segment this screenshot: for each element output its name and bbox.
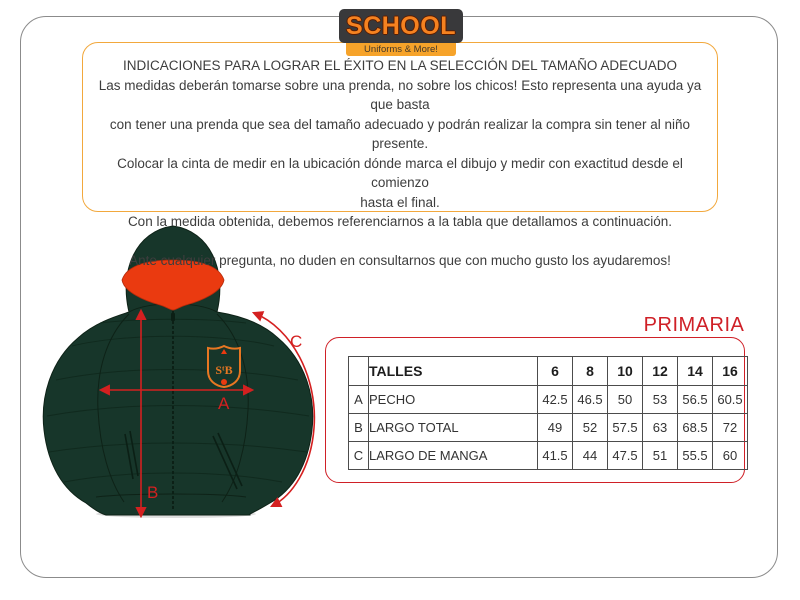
size-col-header: 6 (538, 357, 573, 386)
row-label: LARGO DE MANGA (369, 442, 538, 470)
cell-value: 68.5 (678, 414, 713, 442)
cell-value: 49 (538, 414, 573, 442)
instructions-line: Ante cualquier pregunta, no duden en consultarnos que con mucho gusto los ayudaremos! (129, 253, 671, 268)
cell-value: 50 (608, 386, 643, 414)
instructions-box (82, 42, 718, 268)
table-row-largo-total (349, 414, 748, 442)
cell-value: 41.5 (538, 442, 573, 470)
cell-value: 52 (573, 414, 608, 442)
crest-text: SᵗB (215, 363, 233, 377)
instructions-line: Con la medida obtenida, debemos referenciarnos a la tabla que detallamos a continuación. (127, 214, 673, 229)
measure-c-label: C (290, 332, 303, 351)
measure-b-label: B (147, 483, 159, 502)
instructions-line: con tener una prenda que sea del tamaño adecuado y podrán realizar la compra sin tener al niño presente. (109, 116, 691, 151)
cell-value: 72 (713, 414, 748, 442)
crest-badge (208, 346, 240, 387)
size-table-header-row (349, 357, 748, 386)
cell-value: 51 (643, 442, 678, 470)
size-col-header: 10 (608, 357, 643, 386)
instructions-line: hasta el final. (360, 194, 440, 210)
talles-header: TALLES (369, 357, 538, 386)
size-table (348, 356, 748, 470)
row-letter: A (349, 386, 369, 414)
cell-value: 53 (643, 386, 678, 414)
cell-value: 56.5 (678, 386, 713, 414)
instructions-line: Las medidas deberán tomarse sobre una prenda, no sobre los chicos! Esto representa una ayuda ya que basta (98, 77, 702, 112)
row-label: PECHO (369, 386, 538, 414)
row-label: LARGO TOTAL (369, 414, 538, 442)
size-col-header: 16 (713, 357, 748, 386)
row-letter: B (349, 414, 369, 442)
size-col-header: 12 (643, 357, 678, 386)
cell-value: 44 (573, 442, 608, 470)
crest-dot (221, 379, 227, 385)
zipper-pull (171, 313, 175, 321)
cell-value: 55.5 (678, 442, 713, 470)
table-row-pecho (349, 386, 748, 414)
measure-a-label: A (218, 394, 230, 413)
cell-value: 42.5 (538, 386, 573, 414)
school-logo-tagline: Uniforms & More! (346, 43, 456, 56)
cell-value: 60.5 (713, 386, 748, 414)
table-row-largo-de-manga (349, 442, 748, 470)
instructions-title: INDICACIONES PARA LOGRAR EL ÉXITO EN LA SELECCIÓN DEL TAMAÑO ADECUADO (123, 58, 677, 73)
row-letter: C (349, 442, 369, 470)
school-logo-wordmark: SCHOOL (339, 9, 463, 43)
size-col-header: 8 (573, 357, 608, 386)
cell-value: 46.5 (573, 386, 608, 414)
instructions-line-blank (83, 232, 717, 252)
cell-value: 63 (643, 414, 678, 442)
section-title: PRIMARIA (643, 314, 745, 336)
cell-value: 57.5 (608, 414, 643, 442)
corner-cell (349, 357, 369, 386)
size-col-header: 14 (678, 357, 713, 386)
cell-value: 47.5 (608, 442, 643, 470)
instructions-line: Colocar la cinta de medir en la ubicación dónde marca el dibujo y medir con exactitud desde el comienzo (117, 155, 683, 190)
cell-value: 60 (713, 442, 748, 470)
